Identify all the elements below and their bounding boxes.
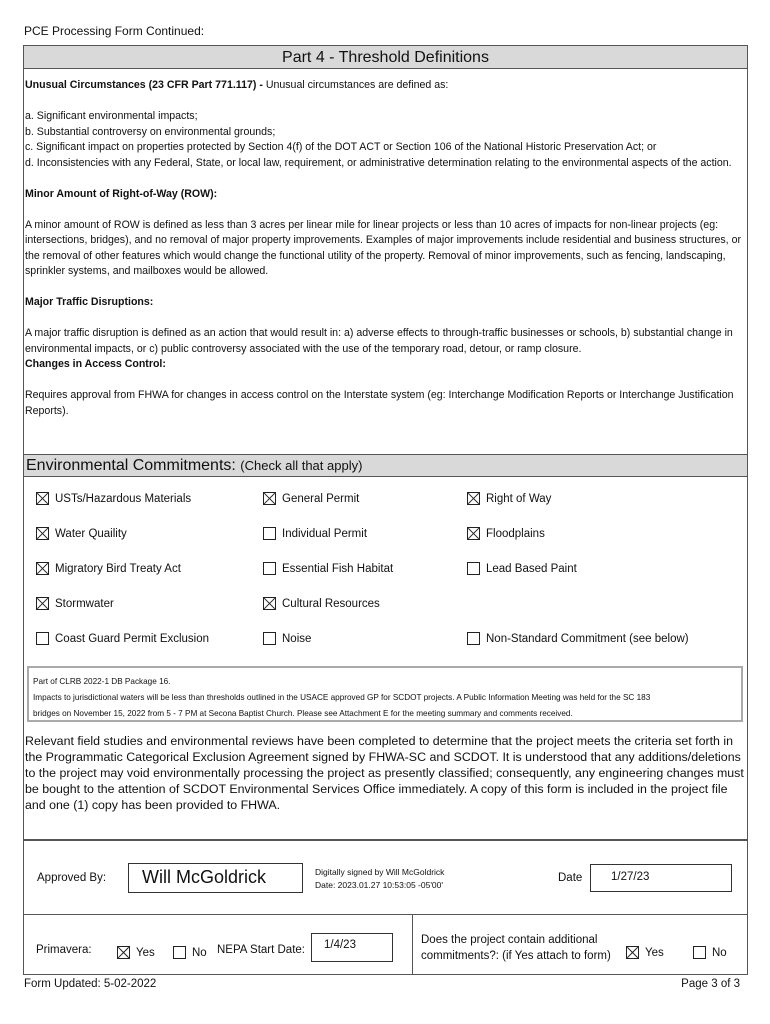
checkbox[interactable]: [263, 562, 276, 575]
additional-commitments-question: [421, 932, 611, 964]
form-header: PCE Processing Form Continued:: [24, 24, 205, 38]
commitment-coast-guard[interactable]: [36, 632, 209, 645]
threshold-definitions: [25, 78, 745, 419]
note-line-3: bridges on November 15, 2022 from 5 - 7 PM at Secona Baptist Church. Please see Attachment E for the meeting summary and comments received.: [33, 709, 573, 718]
primavera-label: Primavera:: [36, 944, 92, 956]
checkbox[interactable]: [263, 527, 276, 540]
env-title: Environmental Commitments:: [26, 457, 236, 474]
access-heading: Changes in Access Control:: [25, 358, 166, 370]
commitment-label: Cultural Resources: [282, 597, 380, 610]
commitment-fish-habitat[interactable]: [263, 562, 393, 575]
primavera-yes[interactable]: [117, 946, 155, 959]
commitment-individual-permit[interactable]: [263, 527, 367, 540]
commitment-notes[interactable]: [27, 666, 743, 722]
checkbox[interactable]: [467, 527, 480, 540]
checkbox[interactable]: [36, 527, 49, 540]
unusual-item-d: d. Inconsistencies with any Federal, State, or local law, requirement, or administrative determination relating to the environmental aspects of the action.: [25, 156, 732, 169]
checkbox[interactable]: [263, 632, 276, 645]
question-line-1: Does the project contain additional: [421, 934, 598, 946]
checkbox[interactable]: [626, 946, 639, 959]
checkbox[interactable]: [467, 632, 480, 645]
traffic-text: A major traffic disruption is defined as an action that would result in: a) adverse effects to through-traffic businesses or schools, b) substantial change in environmental impacts, or c) public controversy associated with the use of the temporary road, detour, or ramp closure.: [25, 327, 733, 355]
checkbox[interactable]: [467, 562, 480, 575]
digital-line-1: Digitally signed by Will McGoldrick: [315, 867, 445, 877]
checkbox[interactable]: [263, 492, 276, 505]
signer-name: Will McGoldrick: [142, 867, 266, 887]
unusual-intro: Unusual circumstances are defined as:: [262, 79, 449, 91]
checkbox[interactable]: [36, 597, 49, 610]
commitment-label: Water Quaility: [55, 527, 127, 540]
yes-label: Yes: [136, 946, 155, 959]
commitment-floodplains[interactable]: [467, 527, 545, 540]
additional-yes[interactable]: [626, 946, 664, 959]
nepa-date-value: 1/4/23: [324, 939, 356, 951]
checkbox[interactable]: [36, 492, 49, 505]
checkbox[interactable]: [467, 492, 480, 505]
commitment-label: Individual Permit: [282, 527, 368, 540]
commitment-label: Floodplains: [486, 527, 545, 540]
commitment-label: USTs/Hazardous Materials: [55, 492, 192, 505]
date-value: 1/27/23: [611, 871, 650, 883]
commitment-label: Noise: [282, 632, 312, 645]
part4-title: Part 4 - Threshold Definitions: [24, 46, 747, 69]
additional-no[interactable]: [693, 946, 727, 959]
commitment-label: General Permit: [282, 492, 360, 505]
commitment-label: Essential Fish Habitat: [282, 562, 394, 575]
checkbox[interactable]: [693, 946, 706, 959]
commitment-label: Lead Based Paint: [486, 562, 577, 575]
unusual-item-b: b. Substantial controversy on environmental grounds;: [25, 125, 276, 138]
checkbox[interactable]: [36, 632, 49, 645]
question-line-2: commitments?: (if Yes attach to form): [421, 950, 611, 962]
date-field[interactable]: [590, 864, 732, 892]
commitment-cultural[interactable]: [263, 597, 380, 610]
env-subtitle: (Check all that apply): [240, 458, 363, 473]
commitment-migratory-bird[interactable]: [36, 562, 181, 575]
commitment-lead-paint[interactable]: [467, 562, 577, 575]
row-heading: Minor Amount of Right-of-Way (ROW):: [25, 187, 218, 200]
checkbox[interactable]: [173, 946, 186, 959]
commitment-right-of-way[interactable]: [467, 492, 551, 505]
no-label: No: [712, 946, 727, 959]
divider: [412, 915, 413, 975]
commitment-stormwater[interactable]: [36, 597, 114, 610]
commitment-label: Non-Standard Commitment (see below): [486, 632, 689, 645]
form-updated: Form Updated: 5-02-2022: [24, 978, 157, 990]
commitment-label: Migratory Bird Treaty Act: [55, 562, 181, 575]
digital-line-2: Date: 2023.01.27 10:53:05 -05'00': [315, 880, 444, 890]
commitment-label: Stormwater: [55, 597, 114, 610]
signature-box[interactable]: [128, 863, 303, 893]
commitment-label: Right of Way: [486, 492, 552, 505]
date-label: Date: [558, 872, 583, 884]
unusual-item-a: a. Significant environmental impacts;: [25, 110, 198, 122]
page-number: Page 3 of 3: [681, 978, 740, 990]
unusual-item-c: c. Significant impact on properties protected by Section 4(f) of the DOT ACT or Section 106 of the National Historic Preservation Act; or: [25, 141, 657, 153]
approved-by-label: Approved By:: [37, 872, 107, 884]
note-line-2: Impacts to jurisdictional waters will be less than thresholds outlined in the USACE approved GP for SCDOT projects. A Public Information Meeting was held for the SC 183: [33, 693, 651, 702]
checkbox[interactable]: [263, 597, 276, 610]
nepa-date-field[interactable]: [311, 933, 393, 962]
checkbox[interactable]: [36, 562, 49, 575]
relevant-statement: Relevant field studies and environmental reviews have been completed to determine that the project meets the criteria set forth in the Programmatic Categorical Exclusion Agreement signed by FHWA-SC and SCDOT. It is understood that any additions/deletions to the project may void environmentally processing the project as presently classified; consequently, any engineering changes must be bought to the attention of SCDOT Environmental Services Office immediately. A copy of this form is included in the project file and one (1) copy has been provided to FHWA.: [25, 734, 744, 812]
traffic-heading: Major Traffic Disruptions:: [25, 296, 154, 308]
commitment-water-quality[interactable]: [36, 527, 127, 540]
commitment-general-permit[interactable]: [263, 492, 359, 505]
commitment-label: Coast Guard Permit Exclusion: [55, 632, 210, 645]
commitment-noise[interactable]: [263, 632, 311, 645]
commitment-non-standard[interactable]: [467, 632, 689, 645]
access-text: Requires approval from FHWA for changes in access control on the Interstate system (eg: Interchange Modification Reports or Interchange Justification Reports).: [25, 389, 734, 417]
unusual-heading: Unusual Circumstances (23 CFR Part 771.117) -: [25, 79, 263, 91]
yes-label: Yes: [645, 946, 664, 959]
env-commitments-title: [24, 454, 747, 477]
note-line-1: Part of CLRB 2022-1 DB Package 16.: [33, 677, 171, 686]
no-label: No: [192, 946, 207, 959]
row-text: A minor amount of ROW is defined as less than 3 acres per linear mile for linear projects or less than 10 acres of impacts for non-linear projects (eg: intersections, bridges), and no removal of major property improvements. Examples of major improvements include residential and business structures, or the removal of other features which would change the functional utility of the property. Removal of minor improvements, such as fencing, landscaping, sprinkler systems, and mailboxes would be allowed.: [25, 218, 741, 277]
checkbox[interactable]: [117, 946, 130, 959]
primavera-no[interactable]: [173, 946, 207, 959]
digital-signature: [315, 866, 444, 892]
nepa-label: NEPA Start Date:: [217, 944, 305, 956]
commitment-usts[interactable]: [36, 492, 191, 505]
